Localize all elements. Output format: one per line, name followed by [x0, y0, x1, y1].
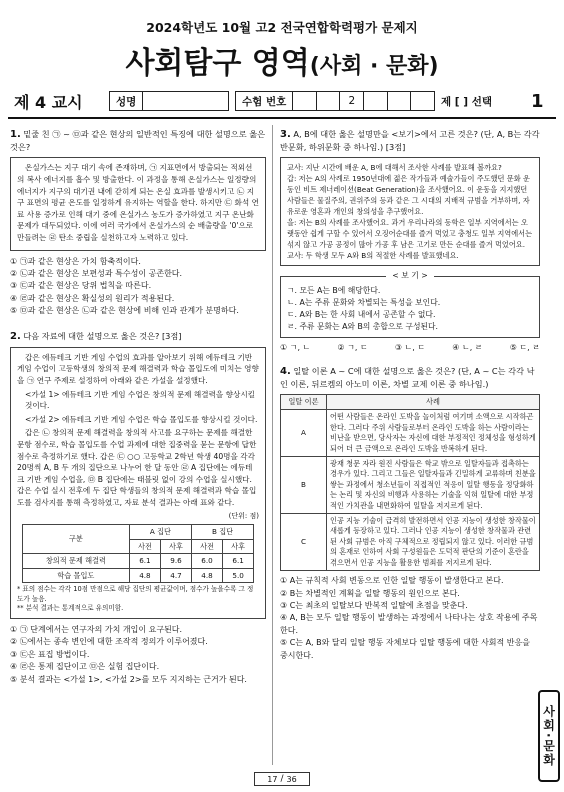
q2-option-2[interactable]: ② ㉡에서는 종속 변인에 대한 조작적 정의가 이루어졌다. [10, 637, 208, 647]
q4-option-5[interactable]: ⑤ C는 A, B와 달리 일탈 행동 자체보다 일탈 행동에 대한 사회적 반응을 중시한다. [280, 638, 530, 660]
page-number-large: 1 [531, 90, 544, 112]
score-table-header-a-pre: 사전 [129, 539, 160, 554]
name-label: 성명 [110, 92, 143, 110]
select-label: 제 [ ] 선택 [441, 95, 492, 108]
question-2-passage [10, 347, 266, 619]
page-indicator [254, 772, 310, 786]
page-total: 36 [286, 774, 297, 784]
name-box [109, 91, 229, 111]
score-table [22, 524, 254, 583]
hypothesis-2: <가설 2> 에듀테크 기반 게임 수업은 학습 몰입도를 향상시킬 것이다. [25, 414, 258, 424]
question-4-number: 4. [280, 365, 291, 377]
question-3-number: 3. [280, 129, 291, 140]
exam-title-paren: (사회 · 문화) [309, 54, 439, 79]
question-2-stem [10, 330, 266, 343]
question-2-passage-body: 갑은 ㉡ 창의적 문제 해결력을 창의적 사고를 요구하는 문제를 해결한 문항 점수로, 학습 몰입도를 수업 과제에 대한 집중력을 묻는 문항에 답한 점수로 측정하기로 했다. 갑은 ㉢ ○○ 고등학교 2학년 학생 40명을 각각 20명씩 A, B 두 개의 집단으로 나누어 한 달 동안 ㉣ A 집단에는 에듀테크 기반 게임 수업을, ㉤ B 집단에는 태블릿 없이 강의 수업을 실시했다. 갑은 수업 실시 전후에 두 집단 학생들의 창의적 문제 해결력과 학습 몰입도를 검사지를 통해 측정하였고, 자료 분석 결과는 아래 표와 같다. [17, 428, 257, 507]
theory-label: C [281, 514, 327, 571]
question-4 [280, 365, 540, 662]
question-1-passage-text: 온실가스는 지구 대기 속에 존재하며, ㉠ 지표면에서 방출되는 적외선의 복사 에너지를 흡수 및 방출한다. 이 과정을 통해 온실가스는 일정량의 에너지가 지구의 대기권 내에 갇히게 되는 온실 효과를 발생시키고 ㉡ 지구 표면의 평균 온도를 일정하게 유지하는 역할을 한다. 하지만 ㉢ 화석 연료 사용 증가로 인해 대기 중에 온실가스 농도가 증가하였고 지구 온난화 문제가 대두되었다. 이에 여러 국가에서 온실가스의 순 배출량을 '0'으로 만들려는 ㉣ 탄소 중립을 실천하고자 노력하고 있다. [17, 163, 259, 242]
table-unit: (단위: 점) [228, 511, 259, 520]
period-label: 제 4 교시 [14, 92, 83, 112]
theory-case: 어떤 사람들은 온라인 도박을 놀이처럼 여기며 소액으로 시작하곤 한다. 그러다 주위 사람들로부터 온라인 도박을 하는 사람이라는 비난을 받으면, 당사자는 자신에 대한 부정적인 정체성을 형성하게 되어 더 큰 금액으로 온라인 도박을 반복하게 된다. [327, 410, 540, 457]
left-column [10, 128, 266, 686]
exam-number-digit: 2 [340, 92, 364, 110]
cell: 6.0 [192, 554, 223, 569]
question-3-text: A, B에 대한 옳은 설명만을 <보기>에서 고른 것은? (단, A, B는 각각 반문화, 하위문화 중 하나임.) [3점] [280, 129, 540, 153]
dialog-line: 교사: 두 학생 모두 A와 B의 적절한 사례를 발표했네요. [287, 251, 459, 261]
q1-option-4[interactable]: ④ ㉣과 같은 현상은 확실성의 원리가 적용된다. [10, 293, 175, 303]
header-rule [8, 117, 556, 119]
dialog-line: 교사: 지난 시간에 배운 A, B에 대해서 조사한 사례를 발표해 볼까요? [287, 163, 502, 173]
column-divider [272, 125, 273, 765]
hypothesis-1: <가설 1> 에듀테크 기반 게임 수업은 창의적 문제 해결력을 향상시킬 것이다. [25, 389, 256, 411]
table-row [22, 568, 253, 583]
right-column [280, 128, 540, 662]
q2-option-3[interactable]: ③ ㉢은 표집 방법이다. [10, 649, 90, 659]
question-1-stem [10, 128, 266, 153]
q3-option-3[interactable]: ③ ㄴ, ㄷ [394, 343, 426, 353]
cell: 4.8 [129, 568, 160, 583]
exam-title [0, 38, 564, 82]
q1-option-1[interactable]: ① ㉠과 같은 현상은 가치 함축적이다. [10, 256, 141, 266]
dialog-line: 을: 저는 B의 사례를 조사했어요. 과거 우리나라의 동학은 일부 지역에서는 오랫동안 쉽게 구할 수 있어서 오징어순대를 즐겨 먹었고 충청도 일부 지역에서는 섞지 않고 가공 공정이 많아 가공 후 남은 고기로 만든 순대를 즐겨 먹었어요. [287, 218, 533, 250]
question-3-stem [280, 128, 540, 153]
subject-side-tab: 사회·문화 [538, 690, 560, 782]
cell: 5.0 [223, 568, 254, 583]
q2-option-5[interactable]: ⑤ 분석 결과는 <가설 1>, <가설 2>를 모두 지지하는 근거가 된다. [10, 674, 247, 684]
question-4-text: 일탈 이론 A ~ C에 대한 설명으로 옳은 것은? (단, A ~ C는 각각 낙인 이론, 뒤르켐의 아노미 이론, 차별 교제 이론 중 하나임.) [280, 365, 535, 389]
score-table-header-b: B 집단 [192, 525, 254, 540]
exam-title-main: 사회탐구 영역 [125, 46, 310, 81]
question-1 [10, 128, 266, 318]
table-row [281, 410, 540, 457]
table-row [22, 554, 253, 569]
table-note-1: * 표의 점수는 각각 10점 만점으로 해당 집단의 평균값이며, 점수가 높을수록 그 정도가 높음. [17, 585, 254, 603]
q3-option-1[interactable]: ① ㄱ, ㄴ [280, 343, 311, 353]
bogi-item: ㄷ. A와 B는 한 사회 내에서 공존할 수 없다. [287, 310, 436, 320]
row-label: 학습 몰입도 [22, 568, 129, 583]
question-2 [10, 330, 266, 686]
question-1-text: 밑줄 친 ㉠ ~ ㉤과 같은 현상의 일반적인 특징에 대한 설명으로 옳은 것은? [10, 129, 266, 153]
q1-option-5[interactable]: ⑤ ㉤과 같은 현상은 ㉡과 같은 현상에 비해 인과 관계가 분명하다. [10, 306, 239, 316]
score-table-header-b-pre: 사전 [192, 539, 223, 554]
dialog-line: 갑: 저는 A의 사례로 1950년대에 젊은 작가들과 예술가들이 주도했던 문화 운동인 비트 제너레이션(Beat Generation)을 조사했어요. 이 운동을 지지했던 사람들은 물질주의, 권위주의 등과 같은 그 시대의 지배적 규범을 거부하며, 자유로운 영혼과 개인의 창의성을 추구했어요. [287, 174, 530, 217]
cell: 6.1 [223, 554, 254, 569]
cell: 4.8 [192, 568, 223, 583]
question-2-number: 2. [10, 330, 21, 342]
theory-label: B [281, 457, 327, 514]
q2-option-1[interactable]: ① ㉠ 단계에서는 연구자의 가치 개입이 요구된다. [10, 624, 183, 634]
bogi-item: ㄱ. 모든 A는 B에 해당한다. [287, 286, 381, 296]
q4-option-4[interactable]: ④ A, B는 모두 일탈 행동이 발생하는 과정에서 나타나는 상호 작용에 주목한다. [280, 613, 538, 635]
q4-option-2[interactable]: ② B는 차별적인 계획을 일탈 행동의 원인으로 본다. [280, 588, 460, 598]
score-table-header-kind: 구분 [22, 525, 129, 554]
bogi-title [281, 270, 539, 282]
score-table-header-a-post: 사후 [160, 539, 191, 554]
deviance-table-header-theory: 일탈 이론 [281, 395, 327, 410]
theory-case: 광재 청문 자라 원진 사람들은 학교 밖으로 일탈자들과 접촉하는 경우가 있다. 그리고 그들은 일탈자들과 긴밀하게 교류하며 친분을 쌓는 과정에서 청소년들이 직접적인 적응이 일탈 행동을 정당화하는 논리 및 자신의 비행과 사용하는 기술을 익혀 일탈에 대한 부정적인 가치관을 내면화하여 일탈을 저지르게 된다. [327, 457, 540, 514]
q1-option-3[interactable]: ③ ㉢과 같은 현상은 당위 법칙을 따른다. [10, 281, 152, 291]
q3-option-4[interactable]: ④ ㄴ, ㄹ [452, 343, 483, 353]
theory-label: A [281, 410, 327, 457]
question-3 [280, 128, 540, 355]
bogi-item: ㄹ. 주류 문화는 A와 B의 총합으로 구성된다. [287, 322, 439, 332]
q3-option-2[interactable]: ② ㄱ, ㄷ [337, 343, 368, 353]
q1-option-2[interactable]: ② ㉡과 같은 현상은 보편성과 특수성이 공존한다. [10, 268, 183, 278]
q3-option-5[interactable]: ⑤ ㄷ, ㄹ [509, 343, 540, 353]
question-3-options [280, 342, 540, 354]
question-1-number: 1. [10, 129, 21, 140]
question-4-stem [280, 365, 540, 390]
score-table-header-b-post: 사후 [223, 539, 254, 554]
table-row [281, 514, 540, 571]
q4-option-3[interactable]: ③ C는 최초의 일탈보다 반복적 일탈에 초점을 맞춘다. [280, 600, 468, 610]
page-current: 17 [267, 774, 278, 784]
table-note-2: ** 분석 결과는 통계적으로 유의미함. [17, 604, 124, 613]
cell: 4.7 [160, 568, 191, 583]
page-slash: / [280, 774, 284, 784]
bogi-item: ㄴ. A는 주류 문화와 차별되는 특성을 보인다. [287, 298, 441, 308]
exam-subtitle: 2024학년도 10월 고2 전국연합학력평가 문제지 [146, 20, 418, 35]
question-2-passage-intro: 갑은 에듀테크 기반 게임 수업의 효과를 알아보기 위해 에듀테크 기반 게임 수업이 고등학생의 창의적 문제 해결력과 학습 몰입도에 미치는 영향을 ㉠ 연구 주제로 설정하여 아래와 같은 가설을 설정했다. [17, 352, 259, 385]
exam-number-label: 수험 번호 [236, 92, 293, 110]
cell: 9.6 [160, 554, 191, 569]
question-2-text: 다음 자료에 대한 설명으로 옳은 것은? [3점] [20, 330, 182, 341]
exam-number-box [235, 91, 435, 111]
exam-number-field [293, 92, 434, 110]
question-1-passage [10, 157, 266, 250]
row-label: 창의적 문제 해결력 [22, 554, 129, 569]
q4-option-1[interactable]: ① A는 규칙적 사회 변동으로 인한 일탈 행동이 발생한다고 본다. [280, 576, 504, 586]
q2-option-4[interactable]: ④ ㉣은 통제 집단이고 ㉤은 실험 집단이다. [10, 662, 160, 672]
question-3-dialog [280, 157, 540, 266]
cell: 6.1 [129, 554, 160, 569]
table-row [281, 457, 540, 514]
bogi-title-text: < 보 기 > [386, 271, 434, 280]
deviance-table-header-case: 사례 [327, 395, 540, 410]
bogi-box [280, 271, 540, 338]
score-table-header-a: A 집단 [129, 525, 191, 540]
name-field [143, 92, 228, 110]
info-row [14, 90, 554, 112]
theory-case: 인공 지능 기술이 급격히 발전하면서 인공 지능이 생성한 창작물이 새롭게 등장하고 있다. 그러나 인공 지능이 생성한 창작물과 관련된 사회 규범은 아직 구체적으로 정립되지 않고 있다. 이러한 규범의 혼재로 인하여 사회 구성원들은 도덕적 판단의 기준이 혼란을 겪으면서 인공 지능을 활용한 범죄를 저지르게 된다. [327, 514, 540, 571]
deviance-table [280, 394, 540, 571]
